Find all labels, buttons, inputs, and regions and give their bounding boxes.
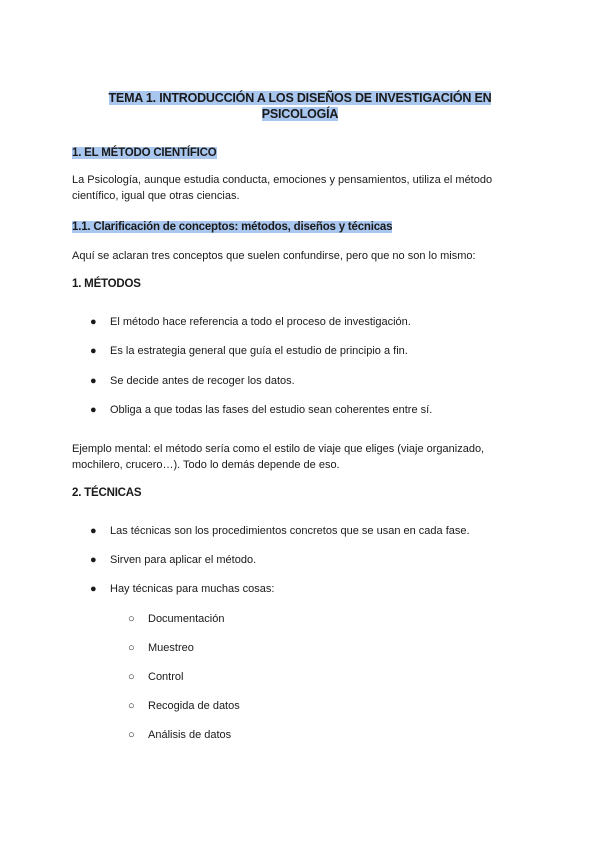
sub-list-item-text: Control [148,671,184,683]
ejemplo-paragraph [72,441,522,473]
sub-list-item-text: Documentación [148,613,225,625]
hollow-bullet-icon: ○ [128,613,135,625]
heading-text: 1. MÉTODOS [72,278,141,290]
sub-list-item-text: Muestreo [148,642,194,654]
sub-list-item-text: Recogida de datos [148,700,240,712]
subsection-heading-text: 1.1. Clarificación de conceptos: métodos, diseños y técnicas [72,221,393,233]
list-item-text: El método hace referencia a todo el proceso de investigación. [110,316,411,328]
heading-metodos [72,277,141,292]
subsection-heading-clarificacion [72,220,392,235]
paragraph-line: mochilero, crucero…). Todo lo demás depende de eso. [72,459,340,471]
list-item-text: Obliga a que todas las fases del estudio sean coherentes entre sí. [110,404,433,416]
bullet-icon: ● [90,554,97,566]
intro-paragraph [72,248,522,264]
hollow-bullet-icon: ○ [128,671,135,683]
list-item-text: Las técnicas son los procedimientos concretos que se usan en cada fase. [110,525,470,537]
title-line-1: TEMA 1. INTRODUCCIÓN A LOS DISEÑOS DE INVESTIGACIÓN EN [108,91,492,105]
bullet-icon: ● [90,316,97,328]
hollow-bullet-icon: ○ [128,700,135,712]
list-item-text: Es la estrategia general que guía el estudio de principio a fin. [110,345,408,357]
section1-paragraph [72,172,522,204]
list-item-text: Hay técnicas para muchas cosas: [110,583,275,595]
list-item-text: Se decide antes de recoger los datos. [110,375,295,387]
heading-tecnicas [72,486,141,501]
heading-text: 2. TÉCNICAS [72,487,142,499]
section-heading-text: 1. EL MÉTODO CIENTÍFICO [72,147,217,159]
title-line-2: PSICOLOGÍA [261,107,339,121]
bullet-icon: ● [90,404,97,416]
bullet-icon: ● [90,583,97,595]
list-item-text: Sirven para aplicar el método. [110,554,257,566]
hollow-bullet-icon: ○ [128,729,135,741]
bullet-icon: ● [90,525,97,537]
hollow-bullet-icon: ○ [128,642,135,654]
bullet-icon: ● [90,375,97,387]
sub-list-item-text: Análisis de datos [148,729,232,741]
paragraph-line: Aquí se aclaran tres conceptos que suelen confundirse, pero que no son lo mismo: [72,250,476,262]
section-heading-metodo-cientifico [72,146,217,161]
document-title [90,90,510,122]
bullet-icon: ● [90,345,97,357]
paragraph-line: Ejemplo mental: el método sería como el estilo de viaje que eliges (viaje organizado, [72,443,485,455]
paragraph-line: La Psicología, aunque estudia conducta, emociones y pensamientos, utiliza el método [72,174,493,186]
paragraph-line: científico, igual que otras ciencias. [72,190,240,202]
